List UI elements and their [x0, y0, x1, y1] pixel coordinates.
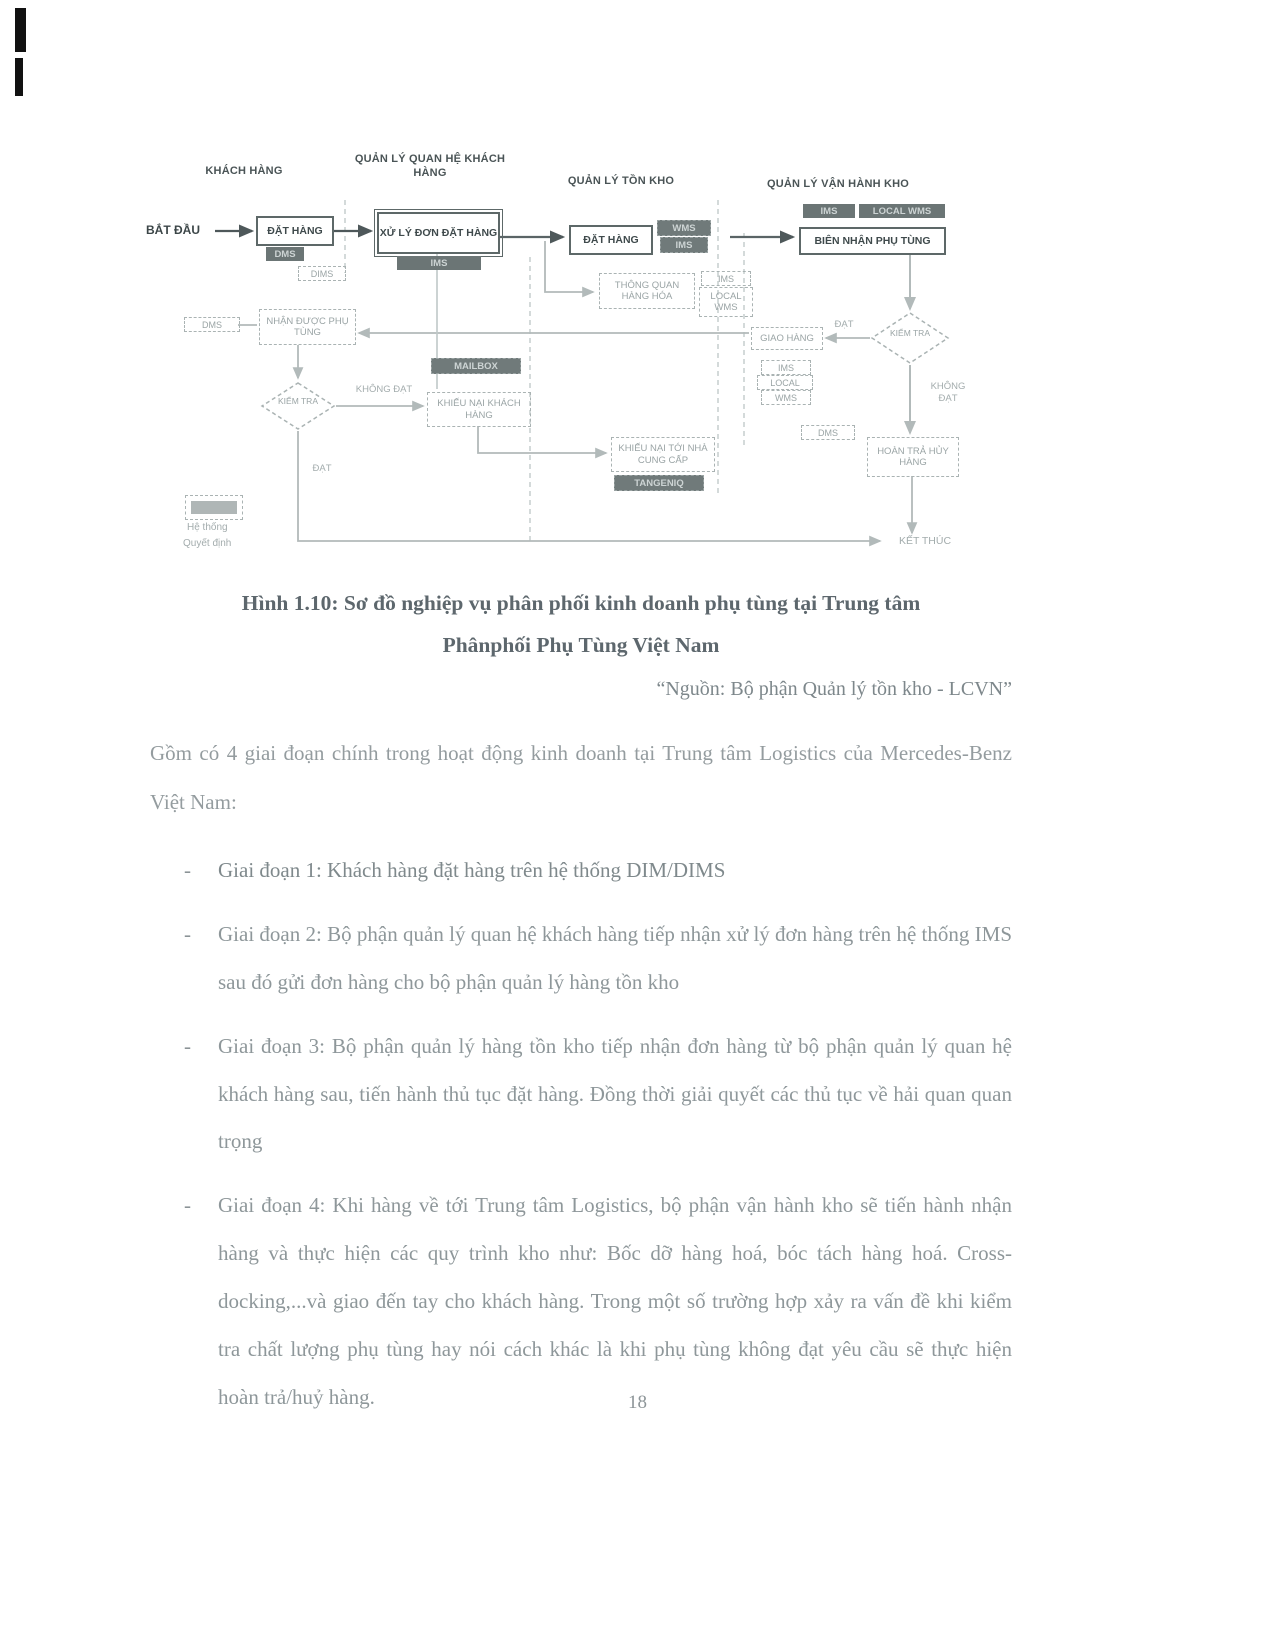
system-label-local: LOCAL — [757, 375, 813, 390]
node-end: KẾT THÚC — [898, 535, 952, 547]
system-label-dms: DMS — [184, 317, 240, 332]
list-item-stage-2 — [150, 911, 1012, 1007]
list-item-text: Giai đoạn 1: Khách hàng đặt hàng trên hệ thống DIM/DIMS — [218, 858, 726, 883]
label-fail: KHÔNG ĐẠT — [355, 384, 413, 395]
node-mailbox: MAILBOX — [431, 358, 521, 374]
page-content — [150, 580, 1012, 1422]
system-label-local-wms: LOCAL WMS — [699, 287, 753, 317]
lane-header-crm: QUẢN LÝ QUAN HỆ KHÁCH HÀNG — [354, 153, 506, 179]
scan-artifact — [15, 58, 23, 96]
lane-header-inventory: QUẢN LÝ TỒN KHO — [567, 175, 675, 187]
node-process-order: XỬ LÝ ĐƠN ĐẶT HÀNG — [377, 212, 500, 254]
node-order-inventory: ĐẶT HÀNG — [569, 225, 653, 255]
list-item-stage-1 — [150, 847, 1012, 895]
node-receive-parts: NHẬN ĐƯỢC PHỤ TÙNG — [259, 309, 356, 345]
scan-artifact — [15, 8, 26, 52]
figure-caption-line2: Phânphối Phụ Tùng Việt Nam — [442, 633, 720, 658]
page-number: 18 — [628, 1392, 647, 1413]
list-item-stage-4 — [150, 1182, 1012, 1421]
system-label-ims: IMS — [803, 204, 855, 218]
system-label-dms: DMS — [266, 247, 304, 261]
node-delivery: GIAO HÀNG — [751, 327, 823, 350]
node-start: BẮT ĐẦU — [146, 223, 200, 237]
bullet-dash: - — [184, 1033, 191, 1058]
label-fail: KHÔNG ĐẠT — [930, 381, 966, 404]
legend-decision-label: Quyết định — [183, 538, 232, 549]
system-label-dims: DIMS — [298, 266, 346, 281]
system-label-tangeniq: TANGENIQ — [614, 475, 704, 491]
list-item-text: Giai đoạn 3: Bộ phận quản lý hàng tồn kho tiếp nhận đơn hàng từ bộ phận quản lý quan hệ khách hàng sau, tiến hành thủ tục đặt hàng. Đồng thời giải quyết các thủ tục về hải quan quan trọng — [218, 1033, 1012, 1154]
system-label-local-wms: LOCAL WMS — [859, 204, 945, 218]
list-item-text: Giai đoạn 4: Khi hàng về tới Trung tâm Logistics, bộ phận vận hành kho sẽ tiến hành nhận hàng và thực hiện các quy trình kho như: Bốc dỡ hàng hoá, bóc tách hàng hoá. Cross-docking,...và giao đến tay cho khách hàng. Trong một số trường hợp xảy ra vấn đề khi kiểm tra chất lượng phụ tùng hay nói cách khác là khi phụ tùng không đạt yêu cầu sẽ thực hiện hoàn trả/huỷ hàng. — [218, 1193, 1012, 1409]
label-pass: ĐẠT — [312, 463, 332, 474]
node-parts-receipt: BIÊN NHẬN PHỤ TÙNG — [799, 227, 946, 255]
lane-header-customer: KHÁCH HÀNG — [205, 165, 283, 177]
system-label-dms: DMS — [801, 425, 855, 440]
legend-system-swatch — [185, 495, 243, 520]
node-supplier-complaint: KHIẾU NẠI TỚI NHÀ CUNG CẤP — [611, 437, 715, 472]
figure-flow-diagram — [140, 145, 990, 565]
system-label-wms: WMS — [657, 220, 711, 236]
legend-system-label: Hệ thống — [187, 522, 228, 533]
bullet-dash: - — [184, 921, 191, 946]
intro-paragraph: Gồm có 4 giai đoạn chính trong hoạt động kinh doanh tại Trung tâm Logistics của Mercedes-Benz Việt Nam: — [150, 741, 1012, 814]
system-label-ims: IMS — [660, 237, 708, 253]
figure-caption-line1: Hình 1.10: Sơ đồ nghiệp vụ phân phối kinh doanh phụ tùng tại Trung tâm — [241, 591, 921, 615]
figure-source: “Nguồn: Bộ phận Quản lý tồn kho - LCVN” — [656, 678, 1012, 701]
node-customs-clearance: THÔNG QUAN HÀNG HÓA — [599, 273, 695, 309]
system-label-wms: WMS — [761, 390, 811, 405]
list-item-text: Giai đoạn 2: Bộ phận quản lý quan hệ khách hàng tiếp nhận xử lý đơn hàng trên hệ thống IMS sau đó gửi đơn hàng cho bộ phận quản lý hàng tồn kho — [218, 921, 1012, 994]
node-customer-complaint: KHIẾU NẠI KHÁCH HÀNG — [427, 392, 531, 427]
system-label-ims: IMS — [701, 271, 751, 286]
bullet-dash: - — [184, 1193, 191, 1218]
system-label-ims: IMS — [761, 360, 811, 375]
list-item-stage-3 — [150, 1023, 1012, 1167]
lane-header-warehouse: QUẢN LÝ VẬN HÀNH KHO — [766, 178, 910, 190]
bullet-dash: - — [184, 858, 191, 883]
system-label-ims: IMS — [397, 256, 481, 270]
node-check-quality: KIỂM TRA — [890, 328, 930, 338]
node-order-customer: ĐẶT HÀNG — [256, 216, 334, 246]
node-return-cancel: HOÀN TRẢ HỦY HÀNG — [867, 437, 959, 477]
node-check-parts: KIỂM TRA — [278, 396, 318, 406]
label-pass: ĐẠT — [834, 319, 854, 330]
